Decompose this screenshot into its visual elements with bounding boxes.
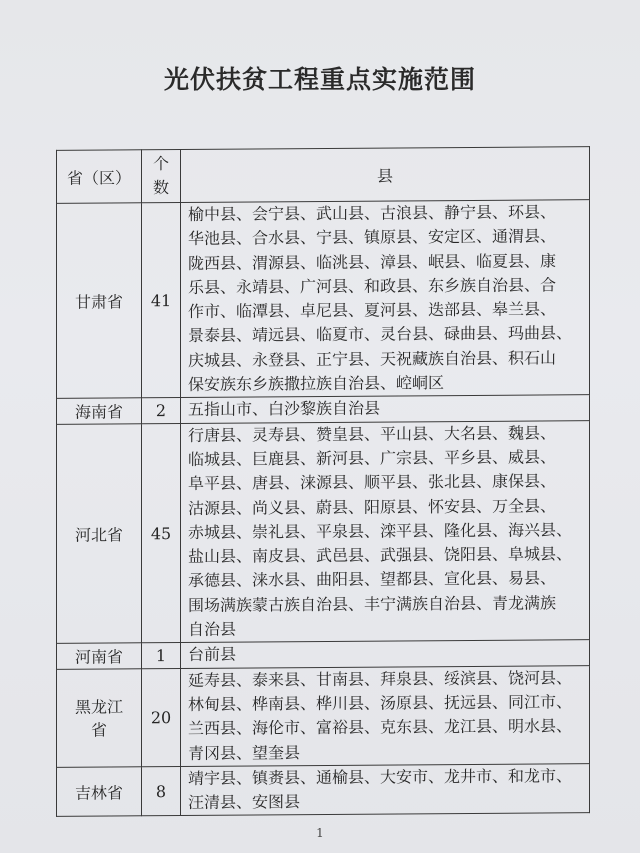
county-line: 围场满族蒙古族自治县、丰宁满族自治县、青龙满族: [188, 593, 557, 615]
county-line: 台前县: [188, 644, 237, 665]
province-cell: 海南省: [57, 398, 142, 424]
count-cell: 8: [142, 766, 181, 816]
county-line: 行唐县、灵寿县、赞皇县、平山县、大名县、魏县、: [188, 423, 557, 445]
table-row-hainan: [57, 395, 590, 424]
count-cell: 45: [142, 423, 181, 643]
county-line: 临城县、巨鹿县、新河县、广宗县、平乡县、威县、: [188, 447, 557, 469]
table-header-row: [57, 147, 590, 204]
counties-cell: [181, 665, 590, 766]
county-line: 庆城县、永登县、正宁县、天祝藏族自治县、积石山: [188, 348, 557, 370]
county-line: 景泰县、靖远县、临夏市、灵台县、碌曲县、玛曲县、: [188, 323, 573, 346]
county-line: 延寿县、泰来县、甘南县、拜泉县、绥滨县、饶河县、: [188, 667, 573, 690]
county-line: 赤城县、崇礼县、平泉县、滦平县、隆化县、海兴县、: [188, 520, 573, 542]
county-line: 阜平县、唐县、涞源县、顺平县、张北县、康保县、: [188, 471, 557, 494]
header-count: [142, 149, 181, 202]
count-cell: 1: [142, 643, 181, 669]
table-row-jilin: [57, 763, 590, 816]
county-line: 华池县、合水县、宁县、镇原县、安定区、通渭县、: [188, 226, 557, 249]
county-line: 靖宇县、镇赉县、通榆县、大安市、龙井市、和龙市、: [188, 766, 573, 788]
county-line: 林甸县、桦南县、桦川县、汤原县、抚远县、同江市、: [188, 692, 573, 714]
counties-cell: [181, 395, 590, 423]
counties-cell: [181, 200, 590, 398]
county-line: 沽源县、尚义县、蔚县、阳原县、怀安县、万全县、: [188, 495, 557, 518]
page-number: 1: [316, 826, 324, 840]
county-line: 自治县: [188, 619, 237, 639]
county-line: 承德县、涞水县、曲阳县、望都县、宣化县、易县、: [188, 568, 557, 591]
counties-cell: [181, 640, 590, 668]
province-line: 省: [90, 720, 107, 740]
county-line: 乐县、永靖县、广河县、和政县、东乡族自治县、合: [188, 275, 557, 297]
county-line: 五指山市、白沙黎族自治县: [188, 398, 381, 420]
county-line: 作市、临潭县、卓尼县、夏河县、迭部县、皋兰县、: [188, 299, 557, 322]
count-cell: 2: [142, 398, 181, 424]
province-cell: 河南省: [57, 643, 142, 669]
header-count-bottom: 数: [152, 178, 169, 198]
table-row-heilongjiang: [57, 665, 590, 767]
table-row-hebei: [57, 420, 590, 643]
county-line: 陇西县、渭源县、临洮县、漳县、岷县、临夏县、康: [188, 250, 557, 273]
counties-cell: [181, 763, 590, 815]
province-cell: 河北省: [57, 423, 142, 643]
header-count-top: 个: [152, 154, 169, 174]
province-line: 黑龙江: [74, 697, 123, 717]
province-cell: [57, 668, 142, 767]
county-line: 兰西县、海伦市、富裕县、克东县、龙江县、明水县、: [188, 716, 573, 739]
counties-cell: [181, 420, 590, 643]
count-cell: 20: [142, 668, 181, 766]
counties-table: [56, 146, 590, 817]
header-province: 省（区）: [57, 150, 142, 204]
county-line: 汪清县、安图县: [188, 792, 301, 813]
county-line: 榆中县、会宁县、武山县、古浪县、静宁县、环县、: [188, 202, 557, 224]
table-row-henan: [57, 640, 590, 669]
county-line: 保安族东乡族撒拉族自治县、崆峒区: [188, 373, 445, 395]
count-cell: 41: [142, 202, 181, 398]
document-title: 光伏扶贫工程重点实施范围: [163, 65, 476, 94]
province-cell: 吉林省: [57, 767, 142, 817]
county-line: 青冈县、望奎县: [188, 742, 301, 763]
header-counties: 县: [181, 147, 590, 203]
province-cell: 甘肃省: [57, 203, 142, 399]
table-row-gansu: [57, 200, 590, 399]
county-line: 盐山县、南皮县、武邑县、武强县、饶阳县、阜城县、: [188, 544, 573, 567]
